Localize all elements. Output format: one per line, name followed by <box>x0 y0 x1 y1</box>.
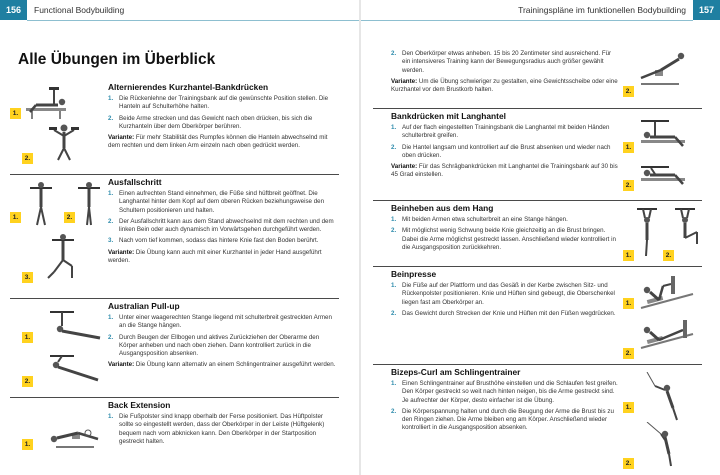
step-number: 1. <box>391 380 397 387</box>
step-badge: 2. <box>22 376 33 387</box>
exercise-title: Australian Pull-up <box>108 301 180 311</box>
step-item <box>391 227 621 252</box>
hanging-leg-raise-figure-icon <box>673 206 701 250</box>
step-item <box>391 408 621 433</box>
step-item <box>108 95 339 112</box>
exercise-title: Alternierendes Kurzhantel-Bankdrücken <box>108 82 269 92</box>
step-text: Die Körperspannung halten und durch die Beugung der Arme die Brust bis zu den Ringen ziehen. Die Arme bleiben eng am Körper. Anschließend wieder kontrolliert in die Ausgangsposition absenken. <box>402 407 614 432</box>
exercise-section <box>373 364 702 472</box>
variant-text: Die Übung kann alternativ an einem Schlingentrainer ausgeführt werden. <box>135 361 336 369</box>
page-number: 156 <box>0 0 27 20</box>
lunge-figure-icon <box>44 232 80 280</box>
step-badge: 2. <box>22 153 33 164</box>
step-number: 1. <box>108 190 114 197</box>
step-item <box>391 282 621 307</box>
section-divider <box>10 397 339 398</box>
step-number: 2. <box>391 227 397 235</box>
step-badge: 1. <box>623 298 634 309</box>
section-divider <box>373 200 702 201</box>
step-item <box>108 115 339 132</box>
step-number: 2. <box>391 309 397 317</box>
step-badge: 1. <box>10 108 21 119</box>
variant-text: Die Übung kann auch mit einer Kurzhantel in jeder Hand ausgeführt werden. <box>108 248 322 265</box>
variant-label: Variante: <box>108 248 135 256</box>
right-page <box>361 0 720 475</box>
section-divider <box>373 108 702 109</box>
exercise-section <box>373 200 702 264</box>
exercise-section <box>373 108 702 198</box>
step-number: 3. <box>108 237 114 245</box>
variant-note <box>108 249 339 266</box>
header-rule <box>27 20 359 21</box>
bench-press-figure-icon <box>18 82 78 120</box>
variant-label: Variante: <box>391 163 418 171</box>
back-extension-figure-icon <box>46 419 104 449</box>
leg-press-figure-icon <box>637 274 695 310</box>
exercise-title: Beinheben aus dem Hang <box>391 203 494 213</box>
step-item <box>108 190 339 215</box>
variant-note <box>108 134 339 151</box>
exercise-section <box>10 174 339 296</box>
left-page <box>0 0 359 475</box>
exercise-title: Ausfallschritt <box>108 177 162 187</box>
step-number: 1. <box>391 282 397 289</box>
lunge-figure-icon <box>28 180 54 226</box>
exercise-section <box>373 266 702 362</box>
header-rule <box>361 20 693 21</box>
step-text: Beide Arme strecken und das Gewicht nach oben drücken, bis sich die Kurzhanteln über dem Oberkörper berühren. <box>119 114 313 130</box>
step-text: Der Ausfallschritt kann aus dem Stand abwechselnd mit dem rechten und dem linken Bein oder auch dynamisch im Vorwärtsgehen durchgeführt werden. <box>119 217 334 234</box>
step-text: Einen aufrechten Stand einnehmen, die Füße sind hüftbreit geöffnet. Die Langhantel hinter dem Kopf auf dem oberen Rücken beziehungsweise den Schultern positionieren und halten. <box>119 190 325 214</box>
step-item <box>391 144 621 161</box>
step-number: 2. <box>391 407 397 415</box>
variant-note <box>391 163 621 180</box>
exercise-title: Back Extension <box>108 400 171 410</box>
step-item <box>108 237 339 245</box>
step-number: 1. <box>391 124 397 131</box>
section-divider <box>10 174 339 175</box>
step-item <box>391 216 621 224</box>
step-text: Mit beiden Armen etwa schulterbreit an eine Stange hängen. <box>402 216 568 223</box>
leg-press-figure-icon <box>637 314 695 350</box>
step-badge: 2. <box>623 348 634 359</box>
step-badge: 1. <box>623 250 634 261</box>
exercise-title: Bankdrücken mit Langhantel <box>391 111 506 121</box>
page-header <box>0 0 359 20</box>
step-number: 2. <box>108 333 114 341</box>
suspension-curl-figure-icon <box>643 372 687 422</box>
step-badge: 2. <box>663 250 674 261</box>
step-number: 1. <box>108 95 114 102</box>
step-text: Den Oberkörper etwas anheben. 15 bis 20 Zentimeter sind ausreichend. Für ein intensiveres Training kann der Bewegungsradius auch größer gewählt werden. <box>402 50 612 74</box>
step-number: 2. <box>391 50 397 57</box>
step-badge: 1. <box>22 439 33 450</box>
step-text: Die Füße auf der Plattform und das Gesäß in der Kerbe zwischen Sitz- und Rückenpolster positionieren. Knie und Hüften sind gebeugt, die Oberschenkel liegen fast am Oberkörper an. <box>402 282 615 306</box>
exercise-section <box>373 50 702 104</box>
step-number: 2. <box>108 114 114 122</box>
step-number: 2. <box>108 217 114 225</box>
step-item <box>108 218 339 235</box>
exercise-section <box>10 82 339 174</box>
step-text: Einen Schlingentrainer auf Brusthöhe einstellen und die Schlaufen fest greifen. Den Körper gestreckt so weit nach hinten neigen, bis die Arme gestreckt sind. Je aufrechter der Körper, desto einfacher ist die Übung. <box>402 380 618 404</box>
exercise-section <box>10 397 339 473</box>
step-item <box>391 124 621 141</box>
step-badge: 1. <box>623 402 634 413</box>
step-number: 1. <box>108 413 114 420</box>
step-number: 1. <box>108 314 114 321</box>
step-text: Die Hantel langsam und kontrolliert auf die Brust absenken und wieder nach oben drücken. <box>402 143 611 159</box>
variant-text: Um die Übung schwieriger zu gestalten, eine Gewichtsscheibe oder eine Kurzhantel vor dem Brustkorb halten. <box>391 77 618 94</box>
section-divider <box>373 364 702 365</box>
suspension-curl-figure-icon <box>643 422 687 468</box>
step-badge: 1. <box>22 332 33 343</box>
step-number: 2. <box>391 143 397 151</box>
hanging-leg-raise-figure-icon <box>635 206 659 258</box>
step-badge: 3. <box>22 272 33 283</box>
section-divider <box>373 266 702 267</box>
page-number: 157 <box>693 0 720 20</box>
step-item <box>391 380 621 405</box>
variant-label: Variante: <box>108 361 135 369</box>
variant-label: Variante: <box>108 134 135 142</box>
step-badge: 1. <box>10 212 21 223</box>
exercise-title: Bizeps-Curl am Schlingentrainer <box>391 367 521 377</box>
step-text: Unter einer waagerechten Stange liegend mit schulterbreit gestreckten Armen an die Stange hängen. <box>119 314 332 330</box>
variant-text: Für mehr Stabilität des Rumpfes können die Hanteln abwechselnd mit dem rechten und dem linken Arm einzeln nach oben gedrückt werden. <box>108 134 328 150</box>
running-head: Trainingspläne im funktionellen Bodybuilding <box>518 5 686 15</box>
step-number: 1. <box>391 216 397 223</box>
step-item <box>108 334 339 359</box>
exercise-title: Beinpresse <box>391 269 437 279</box>
page-title: Alle Übungen im Überblick <box>18 51 216 68</box>
step-text: Das Gewicht durch Strecken der Knie und Hüften mit den Füßen wegdrücken. <box>402 309 616 317</box>
pull-up-figure-icon <box>44 350 106 386</box>
step-text: Mit möglichst wenig Schwung beide Knie gleichzeitig an die Brust bringen. Dabei die Arme möglichst gestreckt lassen. Anschließend wieder kontrolliert in die Ausgangsposition zurückkehren. <box>402 227 616 251</box>
exercise-section <box>10 298 339 396</box>
step-text: Die Fußpolster sind knapp oberhalb der Ferse positioniert. Das Hüftpolster sollte so eingestellt werden, dass der Oberkörper in der Leiste (Hüftgelenk) bequem nach vorn abknicken kann. Den Oberkörper in der Startposition gestreckt halten. <box>119 413 325 445</box>
lunge-figure-icon <box>76 180 102 226</box>
bench-press-figure-icon <box>40 122 88 162</box>
step-item <box>391 310 621 318</box>
step-text: Durch Beugen der Ellbogen und aktives Zurückziehen der Oberarme den Körper anheben und nach oben ziehen. Dann kontrolliert zurück in die Ausgangsposition absenken. <box>119 333 320 358</box>
step-badge: 2. <box>623 180 634 191</box>
variant-label: Variante: <box>391 77 418 85</box>
page-header <box>361 0 720 20</box>
step-item <box>108 314 339 331</box>
variant-note <box>391 78 621 95</box>
section-divider <box>10 298 339 299</box>
step-badge: 1. <box>623 142 634 153</box>
step-text: Auf der flach eingestellten Trainingsbank die Langhantel mit beiden Händen schulterbreit greifen. <box>402 124 610 140</box>
step-badge: 2. <box>623 86 634 97</box>
barbell-bench-press-figure-icon <box>635 154 693 188</box>
pull-up-figure-icon <box>44 306 106 344</box>
step-text: Die Rückenlehne der Trainingsbank auf die gewünschte Position stellen. Die Hanteln auf Schulterhöhe halten. <box>119 95 329 111</box>
running-head: Functional Bodybuilding <box>34 5 125 15</box>
barbell-bench-press-figure-icon <box>635 116 693 150</box>
back-extension-figure-icon <box>633 50 691 86</box>
variant-text: Für das Schrägbankdrücken mit Langhantel die Trainingsbank auf 30 bis 45 Grad einstellen. <box>391 163 618 179</box>
step-badge: 2. <box>64 212 75 223</box>
step-item <box>391 50 621 75</box>
step-item <box>108 413 339 446</box>
step-text: Nach vorn tief kommen, sodass das hintere Knie fast den Boden berührt. <box>119 237 319 245</box>
variant-note <box>108 361 339 369</box>
step-badge: 2. <box>623 458 634 469</box>
